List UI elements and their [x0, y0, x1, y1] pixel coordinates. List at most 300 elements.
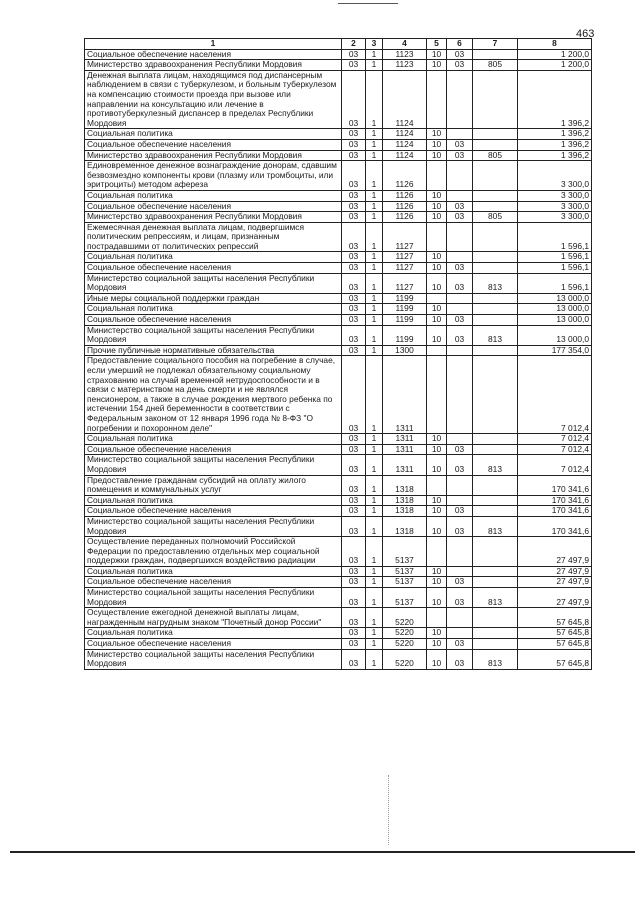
row-name-cell: Предоставление социального пособия на погребение в случае, если умерший не подлежал обязательному социальному страхованию на случай временной нетрудоспособности и в связи с материнством на день смерти и не являлся пенсионером, а также в случае рождения мертвого ребенка по истечении 154 дней беременности в соответствии с Федеральным законом от 12 января 1996 года № 8-ФЗ "О погребении и похоронном деле"	[85, 356, 342, 434]
amount-cell: 1 596,1	[518, 263, 592, 274]
row-name-cell: Социальное обеспечение населения	[85, 49, 342, 60]
code-cell: 1126	[383, 161, 427, 191]
section-cell: 03	[342, 588, 366, 608]
row-name-cell: Министерство здравоохранения Республики Мордовия	[85, 60, 342, 71]
table-row	[85, 70, 592, 129]
row-name-cell: Министерство социальной защиты населения Республики Мордовия	[85, 588, 342, 608]
table-row	[85, 356, 592, 434]
amount-cell: 1 396,2	[518, 70, 592, 129]
table-row	[85, 293, 592, 304]
header-cell: 6	[447, 39, 473, 50]
chapter-cell	[427, 161, 447, 191]
subsection-cell: 1	[366, 649, 383, 669]
ministry-cell	[473, 304, 518, 315]
code-cell: 1127	[383, 263, 427, 274]
amount-cell: 3 300,0	[518, 212, 592, 223]
subchapter-cell: 03	[447, 455, 473, 475]
row-name-cell: Министерство здравоохранения Республики Мордовия	[85, 150, 342, 161]
subsection-cell: 1	[366, 639, 383, 650]
ministry-cell	[473, 345, 518, 356]
row-name-cell: Ежемесячная денежная выплата лицам, подвергшимся политическим репрессиям, и лицам, признанным пострадавшими от политических репрессий	[85, 222, 342, 252]
row-name-cell: Социальное обеспечение населения	[85, 139, 342, 150]
code-cell: 1318	[383, 506, 427, 517]
subchapter-cell: 03	[447, 315, 473, 326]
section-cell: 03	[342, 649, 366, 669]
subsection-cell: 1	[366, 201, 383, 212]
subsection-cell: 1	[366, 356, 383, 434]
subsection-cell: 1	[366, 49, 383, 60]
table-row	[85, 639, 592, 650]
row-name-cell: Социальная политика	[85, 628, 342, 639]
section-cell: 03	[342, 222, 366, 252]
subsection-cell: 1	[366, 628, 383, 639]
table-row	[85, 444, 592, 455]
subchapter-cell: 03	[447, 325, 473, 345]
subsection-cell: 1	[366, 475, 383, 495]
chapter-cell	[427, 537, 447, 567]
section-cell: 03	[342, 444, 366, 455]
row-name-cell: Социальная политика	[85, 566, 342, 577]
amount-cell: 3 300,0	[518, 201, 592, 212]
row-name-cell: Министерство социальной защиты населения Республики Мордовия	[85, 455, 342, 475]
code-cell: 1123	[383, 60, 427, 71]
row-name-cell: Социальное обеспечение населения	[85, 201, 342, 212]
code-cell: 1311	[383, 444, 427, 455]
subsection-cell: 1	[366, 495, 383, 506]
subsection-cell: 1	[366, 506, 383, 517]
subchapter-cell	[447, 566, 473, 577]
table-row	[85, 325, 592, 345]
code-cell: 1318	[383, 475, 427, 495]
code-cell: 5137	[383, 588, 427, 608]
table-row	[85, 537, 592, 567]
subchapter-cell	[447, 129, 473, 140]
subchapter-cell	[447, 190, 473, 201]
chapter-cell: 10	[427, 201, 447, 212]
code-cell: 1124	[383, 150, 427, 161]
subchapter-cell	[447, 628, 473, 639]
subchapter-cell: 03	[447, 212, 473, 223]
subchapter-cell	[447, 161, 473, 191]
amount-cell: 13 000,0	[518, 325, 592, 345]
amount-cell: 1 200,0	[518, 49, 592, 60]
section-cell: 03	[342, 315, 366, 326]
subsection-cell: 1	[366, 315, 383, 326]
amount-cell: 1 596,1	[518, 222, 592, 252]
amount-cell: 27 497,9	[518, 537, 592, 567]
code-cell: 1124	[383, 139, 427, 150]
amount-cell: 1 396,2	[518, 139, 592, 150]
code-cell: 1126	[383, 212, 427, 223]
ministry-cell	[473, 577, 518, 588]
subchapter-cell	[447, 537, 473, 567]
table-row	[85, 434, 592, 445]
table-row	[85, 263, 592, 274]
amount-cell: 7 012,4	[518, 356, 592, 434]
section-cell: 03	[342, 263, 366, 274]
table-row	[85, 273, 592, 293]
row-name-cell: Социальная политика	[85, 304, 342, 315]
subsection-cell: 1	[366, 273, 383, 293]
ministry-cell	[473, 608, 518, 628]
ministry-cell: 813	[473, 588, 518, 608]
section-cell: 03	[342, 273, 366, 293]
row-name-cell: Социальное обеспечение населения	[85, 263, 342, 274]
subsection-cell: 1	[366, 161, 383, 191]
row-name-cell: Социальная политика	[85, 252, 342, 263]
row-name-cell: Иные меры социальной поддержки граждан	[85, 293, 342, 304]
section-cell: 03	[342, 139, 366, 150]
table-row	[85, 649, 592, 669]
subsection-cell: 1	[366, 70, 383, 129]
code-cell: 1124	[383, 70, 427, 129]
code-cell: 5137	[383, 566, 427, 577]
subchapter-cell: 03	[447, 506, 473, 517]
row-name-cell: Социальная политика	[85, 190, 342, 201]
chapter-cell: 10	[427, 325, 447, 345]
chapter-cell: 10	[427, 263, 447, 274]
section-cell: 03	[342, 304, 366, 315]
table-row	[85, 475, 592, 495]
chapter-cell: 10	[427, 252, 447, 263]
table-header-row	[85, 39, 592, 50]
subsection-cell: 1	[366, 222, 383, 252]
subchapter-cell	[447, 252, 473, 263]
table-row	[85, 161, 592, 191]
ministry-cell: 813	[473, 325, 518, 345]
subsection-cell: 1	[366, 566, 383, 577]
section-cell: 03	[342, 325, 366, 345]
table-row	[85, 190, 592, 201]
ministry-cell	[473, 252, 518, 263]
section-cell: 03	[342, 201, 366, 212]
code-cell: 1126	[383, 201, 427, 212]
table-row	[85, 495, 592, 506]
amount-cell: 7 012,4	[518, 455, 592, 475]
section-cell: 03	[342, 49, 366, 60]
ministry-cell	[473, 315, 518, 326]
header-cell: 7	[473, 39, 518, 50]
ministry-cell: 813	[473, 516, 518, 536]
ministry-cell	[473, 190, 518, 201]
ministry-cell	[473, 161, 518, 191]
code-cell: 5220	[383, 639, 427, 650]
amount-cell: 27 497,9	[518, 588, 592, 608]
section-cell: 03	[342, 129, 366, 140]
chapter-cell: 10	[427, 455, 447, 475]
section-cell: 03	[342, 537, 366, 567]
budget-table	[84, 38, 592, 670]
subsection-cell: 1	[366, 293, 383, 304]
amount-cell: 1 396,2	[518, 129, 592, 140]
code-cell: 1199	[383, 315, 427, 326]
code-cell: 5220	[383, 608, 427, 628]
section-cell: 03	[342, 70, 366, 129]
table-row	[85, 516, 592, 536]
subchapter-cell	[447, 495, 473, 506]
ministry-cell	[473, 139, 518, 150]
amount-cell: 7 012,4	[518, 434, 592, 445]
section-cell: 03	[342, 161, 366, 191]
subchapter-cell: 03	[447, 60, 473, 71]
section-cell: 03	[342, 345, 366, 356]
amount-cell: 170 341,6	[518, 495, 592, 506]
section-cell: 03	[342, 60, 366, 71]
subsection-cell: 1	[366, 60, 383, 71]
chapter-cell: 10	[427, 444, 447, 455]
row-name-cell: Предоставление гражданам субсидий на оплату жилого помещения и коммунальных услуг	[85, 475, 342, 495]
chapter-cell: 10	[427, 434, 447, 445]
ministry-cell	[473, 639, 518, 650]
code-cell: 5220	[383, 628, 427, 639]
ministry-cell	[473, 293, 518, 304]
table-row	[85, 608, 592, 628]
table-row	[85, 139, 592, 150]
code-cell: 1199	[383, 304, 427, 315]
section-cell: 03	[342, 212, 366, 223]
section-cell: 03	[342, 150, 366, 161]
chapter-cell: 10	[427, 190, 447, 201]
ministry-cell: 805	[473, 150, 518, 161]
amount-cell: 13 000,0	[518, 315, 592, 326]
row-name-cell: Социальное обеспечение населения	[85, 315, 342, 326]
chapter-cell: 10	[427, 273, 447, 293]
chapter-cell: 10	[427, 304, 447, 315]
subchapter-cell	[447, 345, 473, 356]
row-name-cell: Социальная политика	[85, 129, 342, 140]
code-cell: 1311	[383, 434, 427, 445]
subsection-cell: 1	[366, 139, 383, 150]
amount-cell: 27 497,9	[518, 566, 592, 577]
subsection-cell: 1	[366, 304, 383, 315]
code-cell: 1318	[383, 516, 427, 536]
ministry-cell: 813	[473, 273, 518, 293]
chapter-cell: 10	[427, 495, 447, 506]
amount-cell: 1 596,1	[518, 252, 592, 263]
scan-artifact-line	[388, 775, 390, 845]
ministry-cell	[473, 537, 518, 567]
amount-cell: 170 341,6	[518, 506, 592, 517]
code-cell: 1300	[383, 345, 427, 356]
subchapter-cell: 03	[447, 263, 473, 274]
ministry-cell: 805	[473, 212, 518, 223]
chapter-cell: 10	[427, 628, 447, 639]
ministry-cell	[473, 222, 518, 252]
subsection-cell: 1	[366, 434, 383, 445]
row-name-cell: Министерство социальной защиты населения Республики Мордовия	[85, 516, 342, 536]
ministry-cell	[473, 263, 518, 274]
ministry-cell: 813	[473, 455, 518, 475]
section-cell: 03	[342, 495, 366, 506]
chapter-cell	[427, 70, 447, 129]
row-name-cell: Прочие публичные нормативные обязательства	[85, 345, 342, 356]
subchapter-cell	[447, 222, 473, 252]
ministry-cell	[473, 444, 518, 455]
amount-cell: 13 000,0	[518, 293, 592, 304]
table-row	[85, 129, 592, 140]
table-row	[85, 506, 592, 517]
subsection-cell: 1	[366, 588, 383, 608]
code-cell: 1311	[383, 455, 427, 475]
section-cell: 03	[342, 577, 366, 588]
code-cell: 1123	[383, 49, 427, 60]
amount-cell: 57 645,8	[518, 608, 592, 628]
subsection-cell: 1	[366, 150, 383, 161]
row-name-cell: Министерство социальной защиты населения Республики Мордовия	[85, 325, 342, 345]
row-name-cell: Социальная политика	[85, 434, 342, 445]
section-cell: 03	[342, 475, 366, 495]
page-bottom-rule	[10, 851, 635, 853]
chapter-cell: 10	[427, 639, 447, 650]
header-cell: 8	[518, 39, 592, 50]
subchapter-cell: 03	[447, 588, 473, 608]
subsection-cell: 1	[366, 212, 383, 223]
section-cell: 03	[342, 628, 366, 639]
subsection-cell: 1	[366, 444, 383, 455]
subchapter-cell	[447, 304, 473, 315]
chapter-cell: 10	[427, 506, 447, 517]
code-cell: 1199	[383, 325, 427, 345]
table-row	[85, 628, 592, 639]
subsection-cell: 1	[366, 455, 383, 475]
subsection-cell: 1	[366, 345, 383, 356]
chapter-cell: 10	[427, 566, 447, 577]
header-cell: 4	[383, 39, 427, 50]
code-cell: 1127	[383, 273, 427, 293]
subsection-cell: 1	[366, 516, 383, 536]
row-name-cell: Социальное обеспечение населения	[85, 444, 342, 455]
subchapter-cell: 03	[447, 444, 473, 455]
subchapter-cell	[447, 293, 473, 304]
chapter-cell	[427, 222, 447, 252]
subchapter-cell	[447, 70, 473, 129]
chapter-cell: 10	[427, 139, 447, 150]
scan-artifact-mark	[338, 3, 398, 8]
row-name-cell: Социальное обеспечение населения	[85, 506, 342, 517]
code-cell: 1124	[383, 129, 427, 140]
section-cell: 03	[342, 293, 366, 304]
amount-cell: 3 300,0	[518, 161, 592, 191]
section-cell: 03	[342, 252, 366, 263]
chapter-cell: 10	[427, 49, 447, 60]
table-row	[85, 49, 592, 60]
chapter-cell: 10	[427, 212, 447, 223]
subchapter-cell	[447, 434, 473, 445]
table-row	[85, 201, 592, 212]
row-name-cell: Социальное обеспечение населения	[85, 577, 342, 588]
chapter-cell	[427, 356, 447, 434]
ministry-cell	[473, 356, 518, 434]
section-cell: 03	[342, 434, 366, 445]
subchapter-cell: 03	[447, 577, 473, 588]
subsection-cell: 1	[366, 263, 383, 274]
table-row	[85, 304, 592, 315]
subchapter-cell: 03	[447, 139, 473, 150]
amount-cell: 1 396,2	[518, 150, 592, 161]
row-name-cell: Министерство здравоохранения Республики Мордовия	[85, 212, 342, 223]
table-row	[85, 588, 592, 608]
amount-cell: 57 645,8	[518, 639, 592, 650]
chapter-cell	[427, 608, 447, 628]
subchapter-cell: 03	[447, 201, 473, 212]
subchapter-cell: 03	[447, 150, 473, 161]
ministry-cell: 813	[473, 649, 518, 669]
ministry-cell	[473, 506, 518, 517]
table-row	[85, 252, 592, 263]
table-row	[85, 315, 592, 326]
subchapter-cell	[447, 475, 473, 495]
row-name-cell: Денежная выплата лицам, находящимся под диспансерным наблюдением в связи с туберкулезом, и больным туберкулезом на компенсацию стоимости проезда при вызове или направлении на консультацию или лечение в противотуберкулезный диспансер в пределах Республики Мордовия	[85, 70, 342, 129]
chapter-cell: 10	[427, 649, 447, 669]
chapter-cell: 10	[427, 588, 447, 608]
section-cell: 03	[342, 455, 366, 475]
amount-cell: 1 200,0	[518, 60, 592, 71]
subchapter-cell: 03	[447, 273, 473, 293]
ministry-cell	[473, 201, 518, 212]
table-row	[85, 566, 592, 577]
code-cell: 1199	[383, 293, 427, 304]
ministry-cell	[473, 566, 518, 577]
amount-cell: 170 341,6	[518, 475, 592, 495]
subchapter-cell: 03	[447, 639, 473, 650]
code-cell: 5220	[383, 649, 427, 669]
code-cell: 1127	[383, 222, 427, 252]
ministry-cell	[473, 628, 518, 639]
ministry-cell	[473, 129, 518, 140]
chapter-cell: 10	[427, 516, 447, 536]
chapter-cell: 10	[427, 60, 447, 71]
code-cell: 1127	[383, 252, 427, 263]
table-row	[85, 60, 592, 71]
section-cell: 03	[342, 516, 366, 536]
subsection-cell: 1	[366, 537, 383, 567]
chapter-cell	[427, 345, 447, 356]
ministry-cell	[473, 434, 518, 445]
code-cell: 1311	[383, 356, 427, 434]
code-cell: 1126	[383, 190, 427, 201]
row-name-cell: Единовременное денежное вознаграждение донорам, сдавшим безвозмездно компоненты крови (плазму или тромбоциты, или эритроциты) методом афереза	[85, 161, 342, 191]
chapter-cell	[427, 475, 447, 495]
section-cell: 03	[342, 566, 366, 577]
amount-cell: 170 341,6	[518, 516, 592, 536]
code-cell: 5137	[383, 537, 427, 567]
section-cell: 03	[342, 190, 366, 201]
amount-cell: 27 497,9	[518, 577, 592, 588]
row-name-cell: Министерство социальной защиты населения Республики Мордовия	[85, 273, 342, 293]
ministry-cell	[473, 49, 518, 60]
ministry-cell: 805	[473, 60, 518, 71]
chapter-cell: 10	[427, 315, 447, 326]
section-cell: 03	[342, 356, 366, 434]
subsection-cell: 1	[366, 190, 383, 201]
subsection-cell: 1	[366, 129, 383, 140]
header-cell: 1	[85, 39, 342, 50]
chapter-cell: 10	[427, 150, 447, 161]
subchapter-cell: 03	[447, 49, 473, 60]
table-body	[85, 49, 592, 669]
header-cell: 5	[427, 39, 447, 50]
ministry-cell	[473, 70, 518, 129]
amount-cell: 13 000,0	[518, 304, 592, 315]
section-cell: 03	[342, 506, 366, 517]
code-cell: 5137	[383, 577, 427, 588]
row-name-cell: Министерство социальной защиты населения Республики Мордовия	[85, 649, 342, 669]
header-cell: 2	[342, 39, 366, 50]
subsection-cell: 1	[366, 608, 383, 628]
table-row	[85, 577, 592, 588]
table-row	[85, 455, 592, 475]
ministry-cell	[473, 475, 518, 495]
